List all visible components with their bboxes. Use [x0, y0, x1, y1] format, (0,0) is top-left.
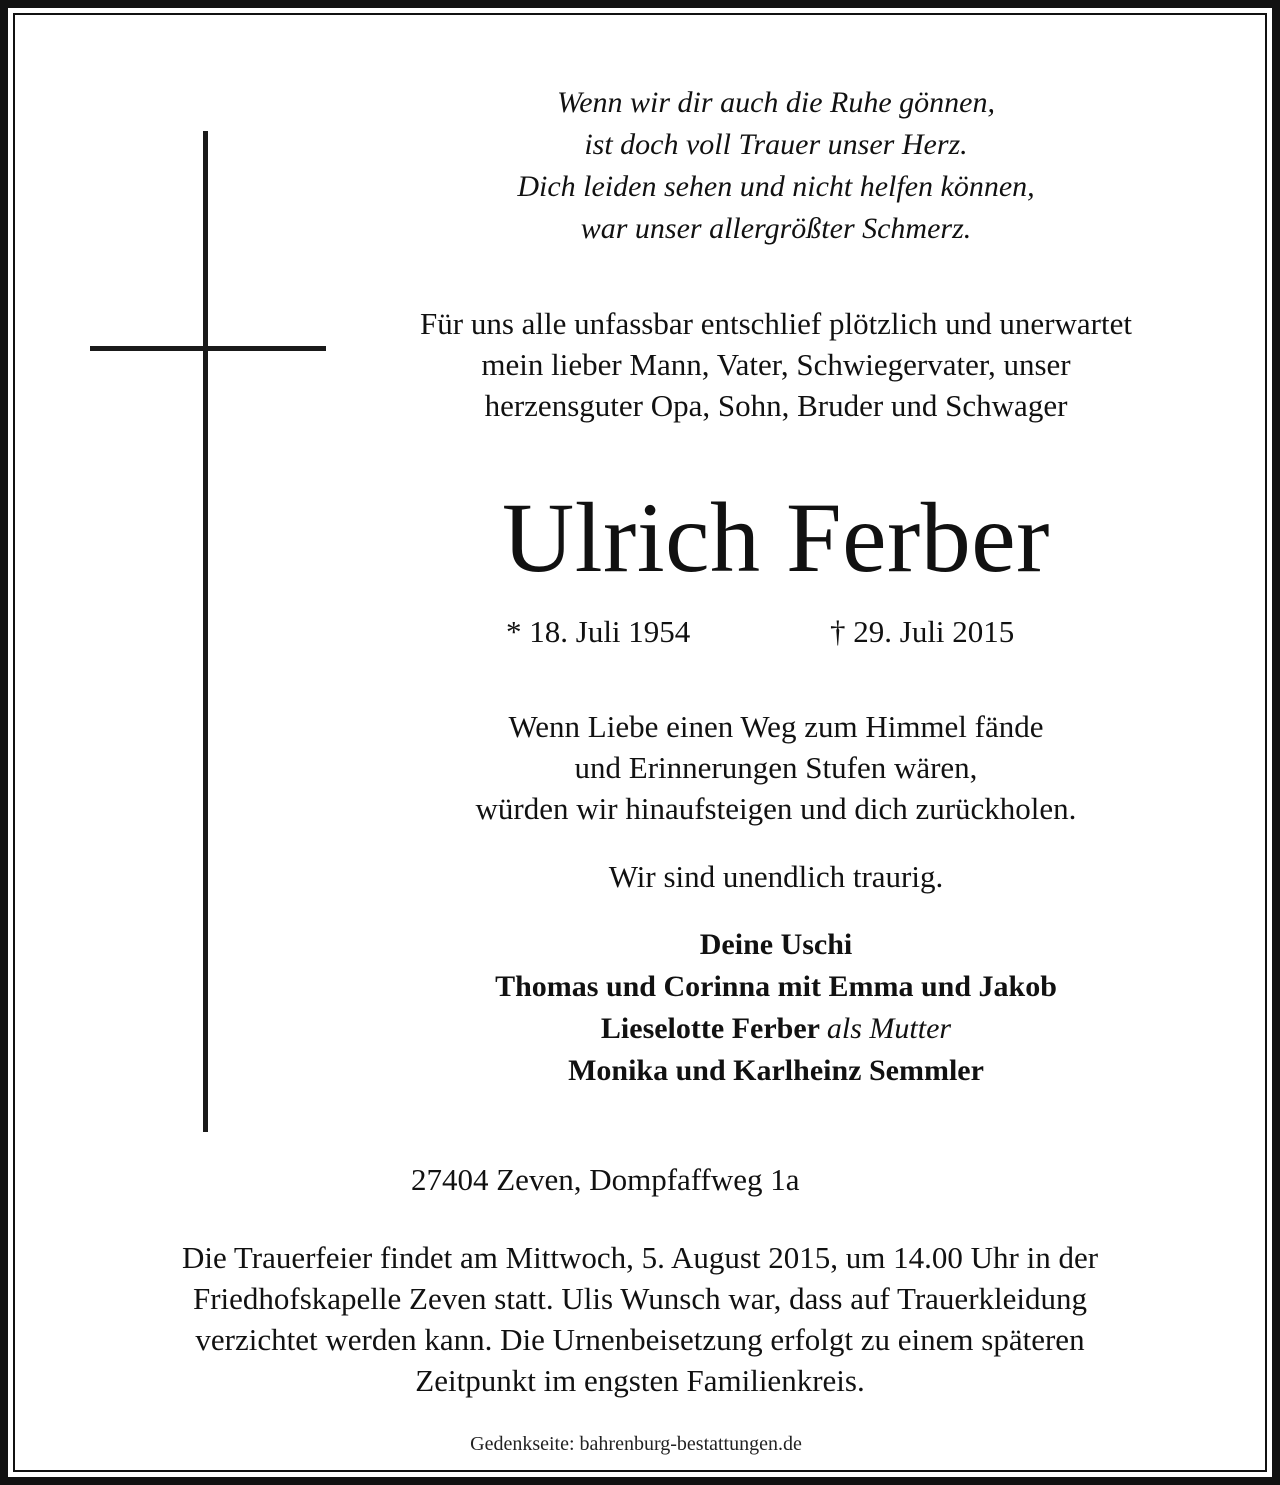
mourner-name: Lieselotte Ferber: [600, 1012, 820, 1045]
verse-line: war unser allergrößter Schmerz.: [580, 212, 972, 245]
announcement-line: herzensguter Opa, Sohn, Bruder und Schwager: [484, 388, 1068, 423]
ceremony-line: Friedhofskapelle Zeven statt. Ulis Wunsch war, dass auf Trauerkleidung: [192, 1281, 1088, 1316]
mourner-line: [340, 1008, 1212, 1050]
opening-verse: [370, 82, 1182, 250]
family-address: 27404 Zeven, Dompfaffweg 1a: [411, 1162, 800, 1197]
ceremony-details: [80, 1237, 1200, 1401]
ceremony-line: verzichtet werden kann. Die Urnenbeisetzung erfolgt zu einem späteren: [195, 1322, 1085, 1357]
deceased-name: Ulrich Ferber: [502, 482, 1050, 593]
announcement-line: Für uns alle unfassbar entschlief plötzlich und unerwartet: [420, 306, 1132, 341]
cross-vertical-bar: [203, 131, 208, 1132]
verse-line: ist doch voll Trauer unser Herz.: [584, 128, 968, 161]
death-date: † 29. Juli 2015: [830, 614, 1015, 649]
quote-line: Wenn Liebe einen Weg zum Himmel fände: [508, 709, 1044, 744]
ceremony-line: Die Trauerfeier findet am Mittwoch, 5. August 2015, um 14.00 Uhr in der: [181, 1240, 1099, 1275]
ceremony-line: Zeitpunkt im engsten Familienkreis.: [415, 1363, 865, 1398]
mourner-line: Deine Uschi: [699, 928, 853, 961]
mourner-role: als Mutter: [826, 1012, 952, 1045]
verse-line: Dich leiden sehen und nicht helfen können,: [517, 170, 1035, 203]
announcement-line: mein lieber Mann, Vater, Schwiegervater, unser: [481, 347, 1071, 382]
memorial-quote: [340, 706, 1212, 829]
announcement-text: [340, 303, 1212, 426]
cross-horizontal-bar: [90, 346, 326, 351]
quote-line: und Erinnerungen Stufen wären,: [574, 750, 978, 785]
verse-line: Wenn wir dir auch die Ruhe gönnen,: [556, 86, 995, 119]
closing-statement: Wir sind unendlich traurig.: [608, 859, 944, 894]
mourners-list: [340, 924, 1212, 1092]
memorial-page-link: Gedenkseite: bahrenburg-bestattungen.de: [470, 1433, 802, 1455]
mourner-line: Monika und Karlheinz Semmler: [568, 1054, 984, 1087]
quote-line: würden wir hinaufsteigen und dich zurückholen.: [475, 791, 1077, 826]
birth-date: * 18. Juli 1954: [506, 614, 691, 649]
mourner-line: Thomas und Corinna mit Emma und Jakob: [495, 970, 1057, 1003]
